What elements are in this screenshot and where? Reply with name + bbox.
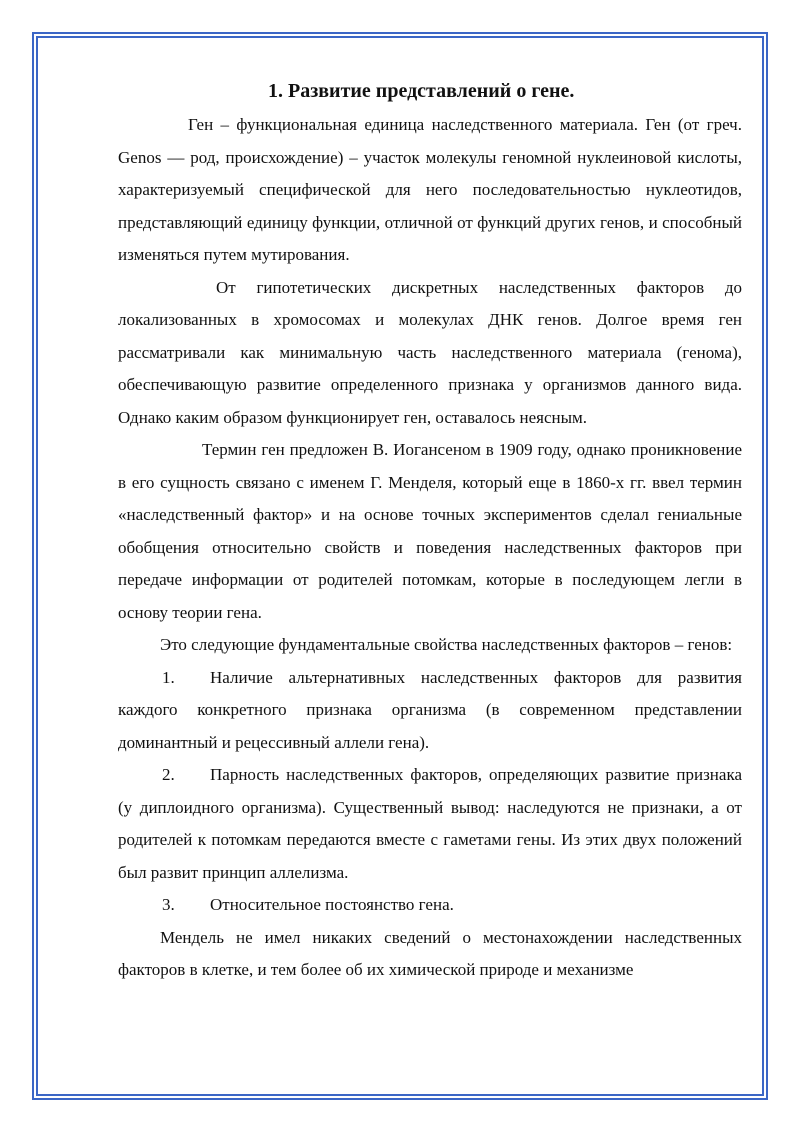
list-item: [118, 662, 742, 760]
list-item-number: 1.: [162, 667, 175, 687]
list-item-number: 3.: [162, 895, 175, 914]
section-title: 1. Развитие представлений о гене.: [268, 80, 575, 102]
paragraph-term-origin: Термин ген предложен В. Иогансеном в 1909 году, однако проникновение в его сущность связано с именем Г. Менделя, который еще в 1860-х гг. ввел термин «наследственный фактор» и на основе точных экспериментов сделал гениальные обобщения относительно свойств и поведения наследственных факторов при передаче информации от родителей потомкам, которые в последующем легли в основу теории гена.: [118, 440, 742, 622]
list-item-text: Наличие альтернативных наследственных факторов для развития каждого конкретного признака организма (в современном представлении доминантный и рецессивный аллели гена).: [118, 667, 742, 752]
paragraph-gene-definition: Ген – функциональная единица наследственного материала. Ген (от греч. Genos — род, происхождение) – участок молекулы геномной нуклеиновой кислоты, характеризуемый специфической для него последовательностью нуклеотидов, представляющий единицу функции, отличной от функций других генов, и способный изменяться путем мутирования.: [118, 115, 742, 264]
list-item-text: Относительное постоянство гена.: [210, 895, 454, 914]
paragraph-hypothetical-factors: От гипотетических дискретных наследственных факторов до локализованных в хромосомах и молекулах ДНК генов. Долгое время ген рассматривали как минимальную часть наследственного материала (генома), обеспечивающую развитие определенного признака у организмов данного вида. Однако каким образом функционирует ген, оставалось неясным.: [118, 277, 742, 427]
list-item: [118, 759, 742, 889]
list-item: [118, 889, 742, 922]
document-body: [118, 76, 742, 987]
paragraph-mendel: Мендель не имел никаких сведений о местонахождении наследственных факторов в клетке, и тем более об их химической природе и механизме: [118, 927, 742, 979]
paragraph-properties-intro: Это следующие фундаментальные свойства наследственных факторов – генов:: [160, 635, 733, 654]
list-item-number: 2.: [162, 765, 175, 784]
list-item-text: Парность наследственных факторов, определяющих развитие признака (у диплоидного организма). Существенный вывод: наследуются не признаки, а от родителей к потомкам передаются вместе с гаметами гены. Из этих двух положений был развит принцип аллелизма.: [118, 765, 742, 882]
